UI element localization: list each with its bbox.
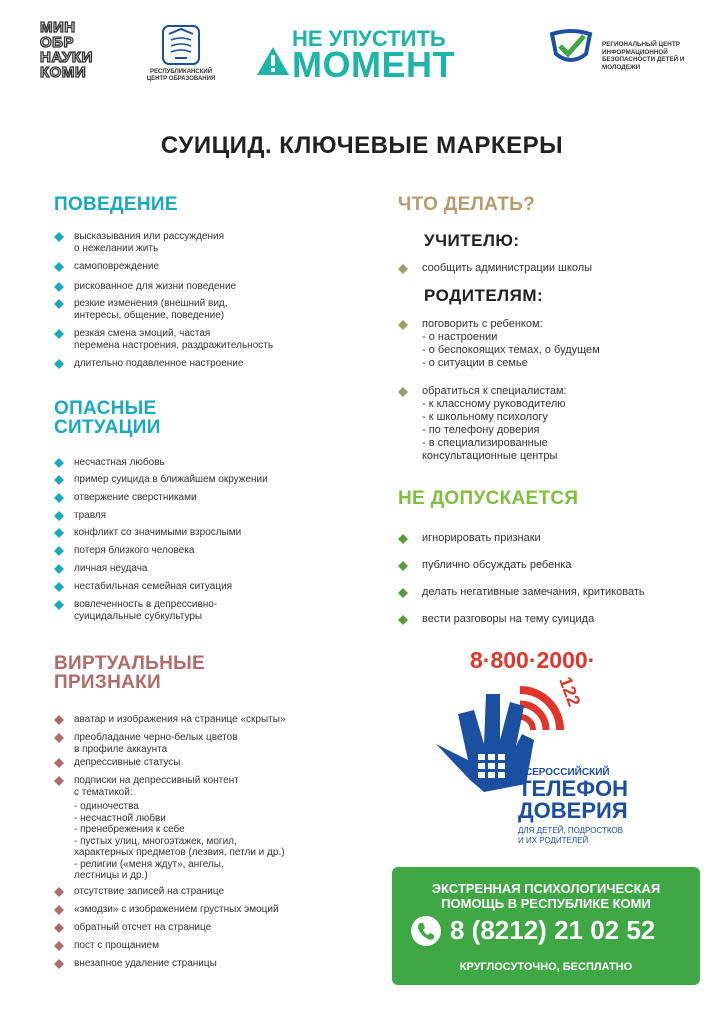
list-item: преобладание черно-белых цветов в профиле аккаунта (74, 732, 238, 755)
list-item: нестабильная семейная ситуация (74, 581, 232, 593)
behavior-title: ПОВЕДЕНИЕ (54, 194, 178, 215)
list-item: отвержение сверстниками (74, 492, 197, 504)
list-item: высказывания или рассуждения о нежелании жить (74, 231, 224, 254)
list-item: подписки на депрессивный контент с тематикой: (74, 775, 239, 798)
danger-title: ОПАСНЫЕ СИТУАЦИИ (54, 398, 161, 438)
rco-emblem-icon (161, 24, 201, 66)
warning-triangle-icon (256, 46, 290, 76)
parents-title: РОДИТЕЛЯМ: (424, 286, 544, 305)
virtual-title: ВИРТУАЛЬНЫЕ ПРИЗНАКИ (54, 653, 206, 693)
list-item: потеря близкого человека (74, 545, 194, 557)
list-item: вовлеченность в депрессивно- суицидальные субкультуры (74, 599, 217, 622)
ministry-logo: МИН ОБР НАУКИ КОМИ (40, 19, 93, 81)
list-item: личная неудача (74, 563, 148, 575)
list-item: депрессивные статусы (74, 757, 180, 769)
teacher-title: УЧИТЕЛЮ: (424, 231, 520, 250)
list-item: конфликт со значимыми взрослыми (74, 527, 241, 539)
shield-check-icon (546, 28, 596, 68)
list-item: поговорить с ребенком: - о настроении - о беспокоящих темах, о будущем - о ситуации в семье (422, 318, 600, 370)
not-allowed-title: НЕ ДОПУСКАЕТСЯ (398, 488, 579, 509)
emergency-box (392, 867, 700, 985)
what-to-do-title: ЧТО ДЕЛАТЬ? (398, 194, 536, 215)
list-item: сообщить администрации школы (422, 262, 592, 275)
emergency-footer: КРУГЛОСУТОЧНО, БЕСПЛАТНО (459, 961, 633, 973)
campaign-line2: МОМЕНТ (292, 44, 455, 85)
campaign-line1: НЕ УПУСТИТЬ (292, 26, 446, 51)
list-item: рискованное для жизни поведение (74, 281, 236, 293)
hotline-line1: ВСЕРОССИЙСКИЙ (518, 767, 610, 778)
hotline-title: ТЕЛЕФОН ДОВЕРИЯ (518, 776, 628, 823)
list-item: обратный отсчет на странице (74, 922, 211, 934)
list-item: пример суицида в ближайшем окружении (74, 474, 268, 486)
rco-logo (146, 24, 216, 83)
hotline-number: 8·800·2000· (470, 647, 596, 673)
list-item: публично обсуждать ребенка (422, 559, 571, 572)
emergency-phone[interactable]: 8 (8212) 21 02 52 (450, 915, 656, 945)
rco-name: РЕСПУБЛИКАНСКИЙ ЦЕНТР ОБРАЗОВАНИЯ (146, 69, 216, 82)
virtual-topics: - одиночества - несчастной любви - пренебрежения к себе - пустых улиц, многоэтажек, могил, характерных предметов (лезвия, петли и др.) - религии («меня ждут», ангелы, лестницы и др.) (74, 801, 285, 881)
list-item: аватар и изображения на странице «скрыты» (74, 714, 286, 726)
list-item: самоповреждение (74, 261, 159, 273)
list-item: травля (74, 510, 106, 522)
list-item: резкие изменения (внешний вид, интересы, общение, поведение) (74, 298, 228, 321)
hotline-subtitle: ДЛЯ ДЕТЕЙ, ПОДРОСТКОВ И ИХ РОДИТЕЛЕЙ (518, 826, 623, 845)
list-item: внезапное удаление страницы (74, 958, 217, 970)
list-item: пост с прощанием (74, 940, 159, 952)
phone-icon (410, 915, 442, 947)
list-item: резкая смена эмоций, частая перемена настроения, раздражительность (74, 328, 273, 351)
safety-center-name: РЕГИОНАЛЬНЫЙ ЦЕНТР ИНФОРМАЦИОННОЙ БЕЗОПАСНОСТИ ДЕТЕЙ И МОЛОДЕЖИ (602, 41, 685, 71)
emergency-heading: ЭКСТРЕННАЯ ПСИХОЛОГИЧЕСКАЯ ПОМОЩЬ В РЕСПУБЛИКЕ КОМИ (431, 881, 661, 911)
hotline-number-end: 122 (555, 674, 585, 710)
list-item: обратиться к специалистам: - к классному руководителю - к школьному психологу - по телефону доверия - в специализированные консультационные центры (422, 385, 567, 463)
list-item: делать негативные замечания, критиковать (422, 586, 645, 599)
list-item: вести разговоры на тему суицида (422, 613, 594, 626)
list-item: отсутствие записей на странице (74, 886, 224, 898)
list-item: «эмодзи» с изображением грустных эмоций (74, 904, 279, 916)
list-item: игнорировать признаки (422, 532, 541, 545)
list-item: длительно подавленное настроение (74, 358, 243, 370)
page-title: СУИЦИД. КЛЮЧЕВЫЕ МАРКЕРЫ (160, 132, 564, 159)
list-item: несчастная любовь (74, 457, 165, 469)
